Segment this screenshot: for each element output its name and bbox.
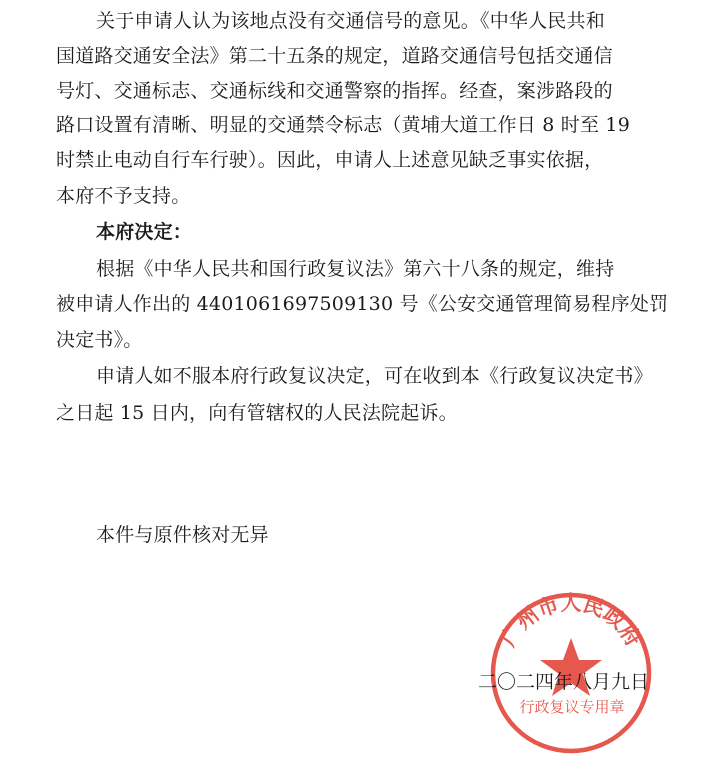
decision-line: 根据《中华人民共和国行政复议法》第六十八条的规定，维持: [96, 258, 615, 280]
body-line: 国道路交通安全法》第二十五条的规定，道路交通信号包括交通信: [56, 45, 613, 67]
seal-bottom-text: 行政复议专用章: [519, 698, 625, 716]
body-line: 时禁止电动自行车行驶）。因此，申请人上述意见缺乏事实依据，: [56, 149, 604, 171]
certification-text: 本件与原件核对无异: [96, 524, 269, 546]
appeal-line: 之日起 15 日内，向有管辖权的人民法院起诉。: [56, 402, 458, 424]
body-line: 关于申请人认为该地点没有交通信号的意见。《中华人民共和: [96, 10, 605, 32]
decision-heading: 本府决定：: [96, 221, 193, 243]
decision-line: 决定书》。: [56, 329, 143, 351]
document-date: 二〇二四年八月九日: [478, 671, 650, 693]
body-line: 路口设置有清晰、明显的交通禁令标志（黄埔大道工作日 8 时至 19: [56, 114, 630, 136]
seal-arc-text: 广州市人民政府: [495, 590, 647, 651]
appeal-line: 申请人如不服本府行政复议决定，可在收到本《行政复议决定书》: [96, 365, 653, 387]
body-line: 本府不予支持。: [56, 185, 191, 207]
body-line: 号灯、交通标志、交通标线和交通警察的指挥。经查，案涉路段的: [56, 80, 613, 102]
decision-line: 被申请人作出的 4401061697509130 号《公安交通管理简易程序处罚: [56, 293, 669, 315]
